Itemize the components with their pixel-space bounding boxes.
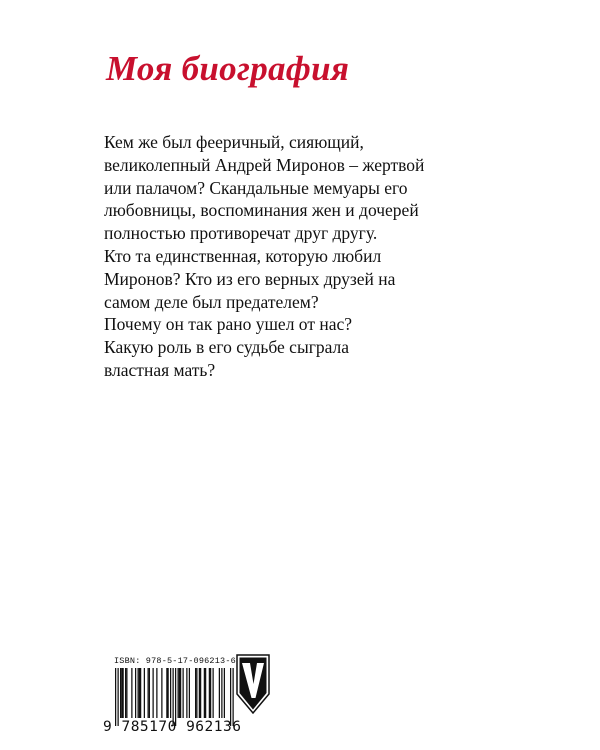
barcode-bar [153,668,154,718]
blurb-line: или палачом? Скандальные мемуары его [104,177,408,198]
barcode-bar [144,668,145,718]
blurb-line: великолепный Андрей Миронов – жертвой [104,154,425,175]
blurb-line: властная мать? [104,359,216,380]
barcode-bar [200,668,201,718]
barcode-bar [178,668,179,718]
barcode-bar [161,668,162,718]
barcode-guard-bar [173,668,174,726]
barcode [103,668,241,740]
barcode-bar [166,668,167,718]
barcode-bar [135,668,136,718]
barcode-guard-bar [175,668,176,726]
barcode-bar [123,668,124,718]
barcode-bar [183,668,184,718]
barcode-bar [224,668,225,718]
barcode-bar [131,668,132,718]
barcode-bar [180,668,181,718]
barcode-bar [186,668,187,718]
barcode-bar [209,668,210,718]
barcode-bar [204,668,205,718]
barcode-bar [196,668,197,718]
barcode-bar [195,668,196,718]
barcode-bar [210,668,211,718]
barcode-bar [120,668,121,718]
barcode-bar [179,668,180,718]
blurb-line: Кем же был фееричный, сияющий, [104,132,364,152]
blurb-line: Какую роль в его судьбе сыграла [104,337,350,358]
blurb-line: Почему он так рано ушел от нас? [104,314,353,335]
barcode-bar [140,668,141,718]
barcode-bar [121,668,122,718]
barcode-bar [168,668,169,718]
barcode-bar [126,668,127,718]
barcode-bar [148,668,149,718]
barcode-bar [170,668,171,718]
barcode-bar [205,668,206,718]
barcode-guard-bar [118,668,119,726]
barcode-bar [219,668,220,718]
barcode-bar [221,668,222,718]
barcode-bar [199,668,200,718]
series-title: Моя биография [106,49,350,89]
barcode-bar [156,668,157,718]
blurb-line: Миронов? Кто из его верных друзей на [104,268,396,289]
barcode-bar [139,668,140,718]
barcode-bar [138,668,139,718]
barcode-bar [125,668,126,718]
barcode-digits: 9 785170 962136 [103,719,242,735]
blurb-line: любовницы, воспоминания жен и дочерей [104,200,419,221]
barcode-guard-bar [115,668,116,726]
blurb-line: полностью противоречат друг другу. [104,223,378,244]
isbn-label: ISBN: 978-5-17-096213-6 [114,656,236,666]
blurb-line: Кто та единственная, которую любил [104,245,382,266]
publisher-logo-icon [236,654,270,719]
blurb-text [104,131,504,382]
barcode-bar [213,668,214,718]
barcode-guard-bar [233,668,234,726]
blurb-line: самом деле был предателем? [104,291,319,312]
barcode-bar [189,668,190,718]
barcode-bar [149,668,150,718]
barcode-guard-bar [230,668,231,726]
